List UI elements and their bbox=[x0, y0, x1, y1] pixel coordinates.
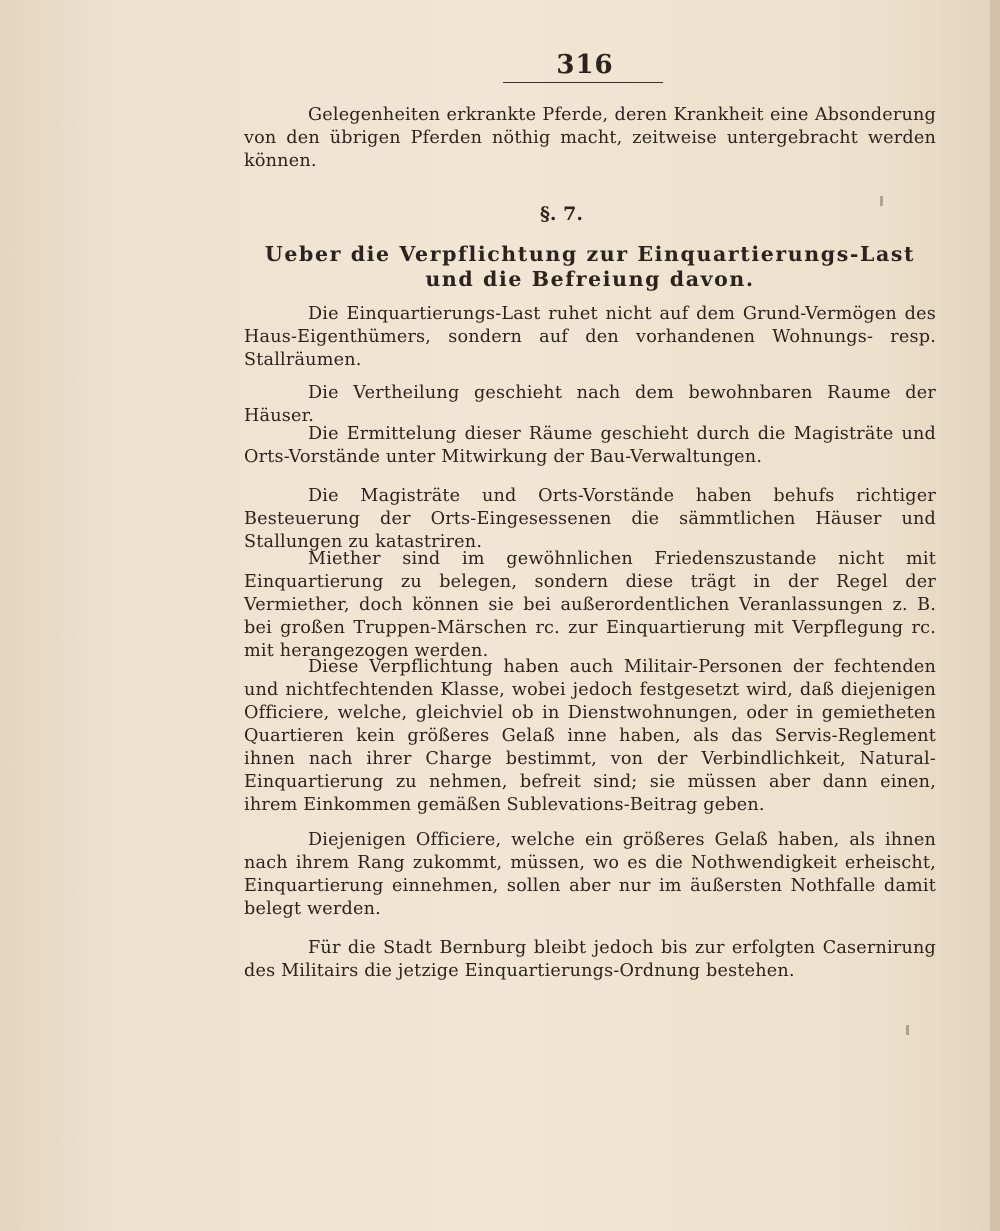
paragraph-6: Diese Verpflichtung haben auch Militair-Personen der fechtenden und nichtfechtenden Klasse, wobei jedoch festgesetzt wird, daß diejenigen Officiere, welche, gleichviel ob in Dienstwohnungen, oder in gemietheten Quartieren kein größeres Gelaß inne haben, als das Servis-Reglement ihnen nach ihrer Charge bestimmt, von der Verbindlichkeit, Natural-Einquartierung zu nehmen, befreit sind; sie müssen aber dann einen, ihrem Einkommen gemäßen Sublevations-Beitrag geben. bbox=[244, 657, 936, 815]
paragraph-3: Die Ermittelung dieser Räume geschieht durch die Magisträte und Orts-Vorstände unter Mitwirkung der Bau-Verwaltungen. bbox=[244, 424, 936, 467]
paragraph-1: Die Einquartierungs-Last ruhet nicht auf dem Grund-Vermögen des Haus-Eigenthümers, sondern auf den vorhandenen Wohnungs- resp. Stallräumen. bbox=[244, 304, 936, 370]
page-edge bbox=[990, 0, 1000, 1231]
section-number: §. 7. bbox=[540, 203, 584, 225]
paragraph-5: Miether sind im gewöhnlichen Friedenszustande nicht mit Einquartierung zu belegen, sondern diese trägt in der Regel der Vermiether, doch können sie bei außerordentlichen Veranlassungen z. B. bei großen Truppen-Märschen rc. zur Einquartierung mit Verpflegung rc. mit herangezogen werden. bbox=[244, 549, 936, 661]
paragraph-8: Für die Stadt Bernburg bleibt jedoch bis zur erfolgten Casernirung des Militairs die jetzige Einquartierungs-Ordnung bestehen. bbox=[244, 938, 936, 981]
paragraph-2: Die Vertheilung geschieht nach dem bewohnbaren Raume der Häuser. bbox=[244, 383, 936, 426]
ink-speck bbox=[880, 196, 883, 206]
paragraph-7: Diejenigen Officiere, welche ein größeres Gelaß haben, als ihnen nach ihrem Rang zukommt, müssen, wo es die Nothwendigkeit erheischt, Einquartierung einnehmen, sollen aber nur im äußersten Nothfalle damit belegt werden. bbox=[244, 830, 936, 919]
ink-speck bbox=[906, 1025, 909, 1035]
paragraph-4: Die Magisträte und Orts-Vorstände haben behufs richtiger Besteuerung der Orts-Eingesessenen die sämmtlichen Häuser und Stallungen zu katastriren. bbox=[244, 486, 936, 552]
continuation-paragraph: Gelegenheiten erkrankte Pferde, deren Krankheit eine Absonderung von den übrigen Pferden nöthig macht, zeitweise untergebracht werden können. bbox=[244, 105, 936, 171]
header-rule bbox=[503, 82, 663, 83]
page-number: 316 bbox=[556, 50, 614, 80]
section-heading: Ueber die Verpflichtung zur Einquartierungs-Last und die Befreiung davon. bbox=[264, 242, 916, 291]
